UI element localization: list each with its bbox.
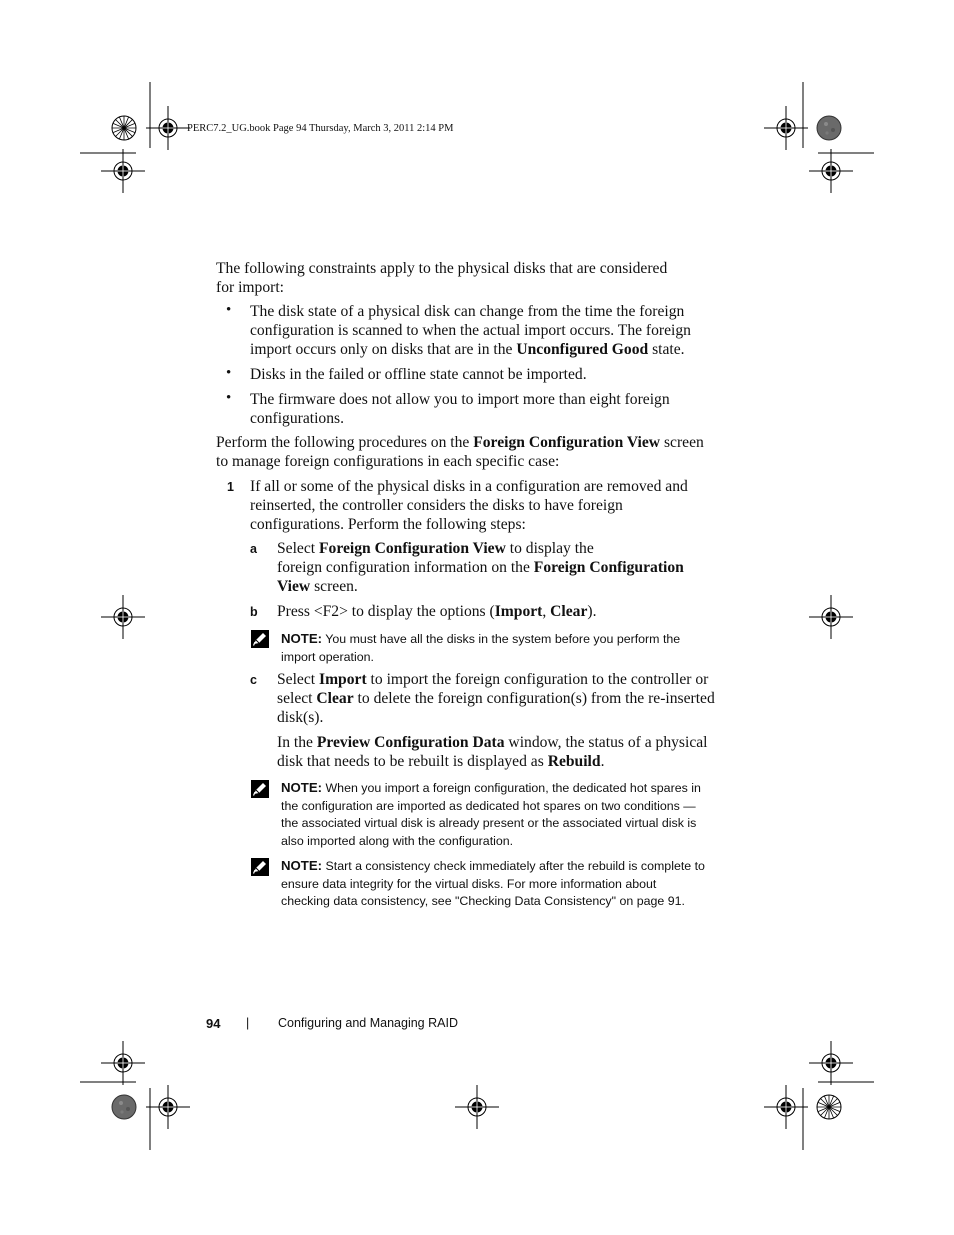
substep-line: foreign configuration information on the Foreign Configuration xyxy=(277,559,684,576)
substep-line: disk(s). xyxy=(277,709,324,726)
chapter-title: Configuring and Managing RAID xyxy=(278,1016,458,1030)
ui-term: Foreign Configuration View xyxy=(473,434,661,451)
substep-line: View screen. xyxy=(277,578,358,595)
bullet-line: The firmware does not allow you to import more than eight foreign xyxy=(250,391,670,408)
note-line: also imported along with the configuration. xyxy=(281,833,514,848)
note-line: the associated virtual disk is already present or the associated virtual disk is xyxy=(281,816,697,831)
note-label: NOTE: xyxy=(281,780,323,795)
ui-term: Unconfigured Good xyxy=(516,341,649,358)
bullet-symbol: • xyxy=(226,302,232,318)
step-line: configurations. Perform the following steps: xyxy=(250,516,526,533)
paragraph-line: disk that needs to be rebuilt is displayed as Rebuild. xyxy=(277,753,605,770)
note-line: ensure data integrity for the virtual disks. For more information about xyxy=(281,876,657,891)
ui-term: Foreign Configuration xyxy=(533,559,684,576)
ui-term: Import xyxy=(494,603,543,620)
ui-term: Import xyxy=(319,671,367,688)
bullet-line: Disks in the failed or offline state cannot be imported. xyxy=(250,366,587,383)
substep-line: Press <F2> to display the options (Import, Clear). xyxy=(277,603,597,620)
paragraph-line: Perform the following procedures on the Foreign Configuration View screen xyxy=(216,434,704,451)
perform-paragraph xyxy=(216,433,704,471)
note-line: NOTE: You must have all the disks in the system before you perform the xyxy=(281,631,681,646)
ui-term: Clear xyxy=(550,603,588,620)
substep-letter: a xyxy=(250,542,257,556)
note-pencil-icon xyxy=(250,857,270,877)
ui-term: View xyxy=(277,578,311,595)
note-label: NOTE: xyxy=(281,631,323,646)
bullet-item xyxy=(250,302,691,359)
bullet-item xyxy=(250,365,587,384)
step-text xyxy=(250,477,688,534)
preview-paragraph xyxy=(277,733,708,771)
note-text xyxy=(281,779,721,850)
note-line: import operation. xyxy=(281,649,374,664)
ui-term: Preview Configuration Data xyxy=(316,734,505,751)
intro-line: The following constraints apply to the physical disks that are considered xyxy=(216,260,668,277)
substep-line: select Clear to delete the foreign configuration(s) from the re-inserted xyxy=(277,690,715,707)
note-pencil-icon xyxy=(250,629,270,649)
bullet-line: configuration is scanned to when the actual import occurs. The foreign xyxy=(250,322,691,339)
bullet-line: import occurs only on disks that are in the Unconfigured Good state. xyxy=(250,341,685,358)
substep-line: Select Import to import the foreign configuration to the controller or xyxy=(277,671,709,688)
ui-term: Clear xyxy=(316,690,354,707)
step-line: reinserted, the controller considers the disks to have foreign xyxy=(250,497,623,514)
ui-term: Foreign Configuration View xyxy=(319,540,506,557)
note-label: NOTE: xyxy=(281,858,323,873)
note-line: checking data consistency, see "Checking Data Consistency" on page 91. xyxy=(281,894,685,909)
substep-text xyxy=(277,670,715,727)
substep-letter: c xyxy=(250,673,257,687)
bullet-symbol: • xyxy=(226,390,232,406)
substep-text xyxy=(277,602,597,621)
step-number: 1 xyxy=(227,480,234,494)
footer-separator: | xyxy=(246,1016,250,1030)
page-number: 94 xyxy=(206,1016,221,1031)
bullet-line: configurations. xyxy=(250,410,344,427)
substep-text xyxy=(277,539,684,596)
note-line: the configuration are imported as dedicated hot spares on two conditions — xyxy=(281,798,696,813)
paragraph-line: In the Preview Configuration Data window, the status of a physical xyxy=(277,734,708,751)
step-line: If all or some of the physical disks in a configuration are removed and xyxy=(250,478,688,495)
bullet-line: The disk state of a physical disk can change from the time the foreign xyxy=(250,303,685,320)
ui-term: Rebuild xyxy=(547,753,601,770)
substep-line: Select Foreign Configuration View to display the xyxy=(277,540,594,557)
note-pencil-icon xyxy=(250,779,270,799)
paragraph-line: to manage foreign configurations in each specific case: xyxy=(216,453,560,470)
note-line: NOTE: Start a consistency check immediately after the rebuild is complete to xyxy=(281,858,705,873)
substep-letter: b xyxy=(250,605,258,619)
note-text xyxy=(281,630,721,666)
book-header: PERC7.2_UG.book Page 94 Thursday, March 3, 2011 2:14 PM xyxy=(187,123,454,134)
intro-line: for import: xyxy=(216,279,284,296)
intro-paragraph xyxy=(216,259,667,297)
bullet-item xyxy=(250,390,670,428)
bullet-symbol: • xyxy=(226,365,232,381)
note-text xyxy=(281,857,721,911)
note-line: NOTE: When you import a foreign configuration, the dedicated hot spares in xyxy=(281,780,701,795)
